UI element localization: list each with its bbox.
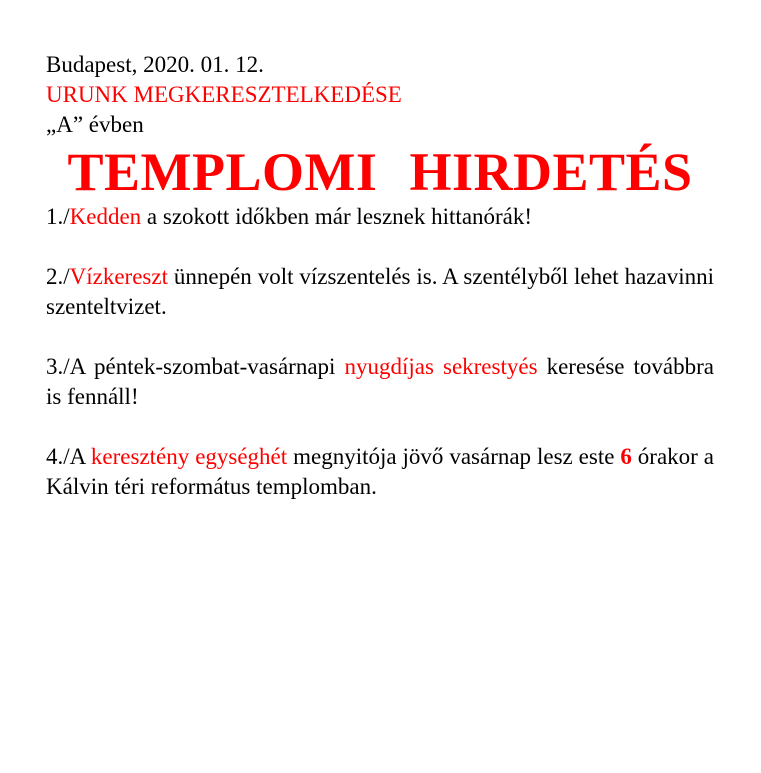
item-text: keresése továbbra is fennáll!	[46, 354, 714, 409]
feast-name: URUNK MEGKERESZTELKEDÉSE	[46, 82, 402, 107]
place-date: Budapest, 2020. 01. 12.	[46, 52, 264, 77]
item-text-before: A	[69, 444, 91, 469]
item-number: 4./	[46, 444, 70, 469]
announcement-page	[46, 50, 714, 502]
item-number: 3./	[46, 354, 70, 379]
announcement-item-4	[46, 442, 714, 502]
item-number: 1./	[46, 204, 70, 229]
item-text: a szokott időkben már lesznek hittanórák!	[141, 204, 533, 229]
item-text: ünnepén volt vízszentelés is. A szentélyből lehet hazavinni szenteltvizet.	[46, 264, 714, 319]
item-highlight: nyugdíjas sekrestyés	[344, 354, 538, 379]
item-text: órakor a Kálvin téri református templomban.	[46, 444, 714, 499]
item-text-before: A péntek-szombat-vasárnapi	[69, 354, 345, 379]
item-highlight: Vízkereszt	[69, 264, 168, 289]
announcement-item-2	[46, 262, 714, 322]
liturgical-year: „A” évben	[46, 112, 144, 137]
item-time-highlight: 6	[620, 444, 632, 469]
item-number: 2./	[46, 264, 70, 289]
announcement-item-3	[46, 352, 714, 412]
page-title: TEMPLOMI HIRDETÉS	[67, 142, 693, 202]
item-highlight: Kedden	[69, 204, 142, 229]
item-highlight: keresztény egységhét	[90, 444, 288, 469]
item-text-middle: megnyitója jövő vasárnap lesz este	[287, 444, 621, 469]
announcement-item-1	[46, 202, 714, 232]
announcement-list	[46, 202, 714, 502]
